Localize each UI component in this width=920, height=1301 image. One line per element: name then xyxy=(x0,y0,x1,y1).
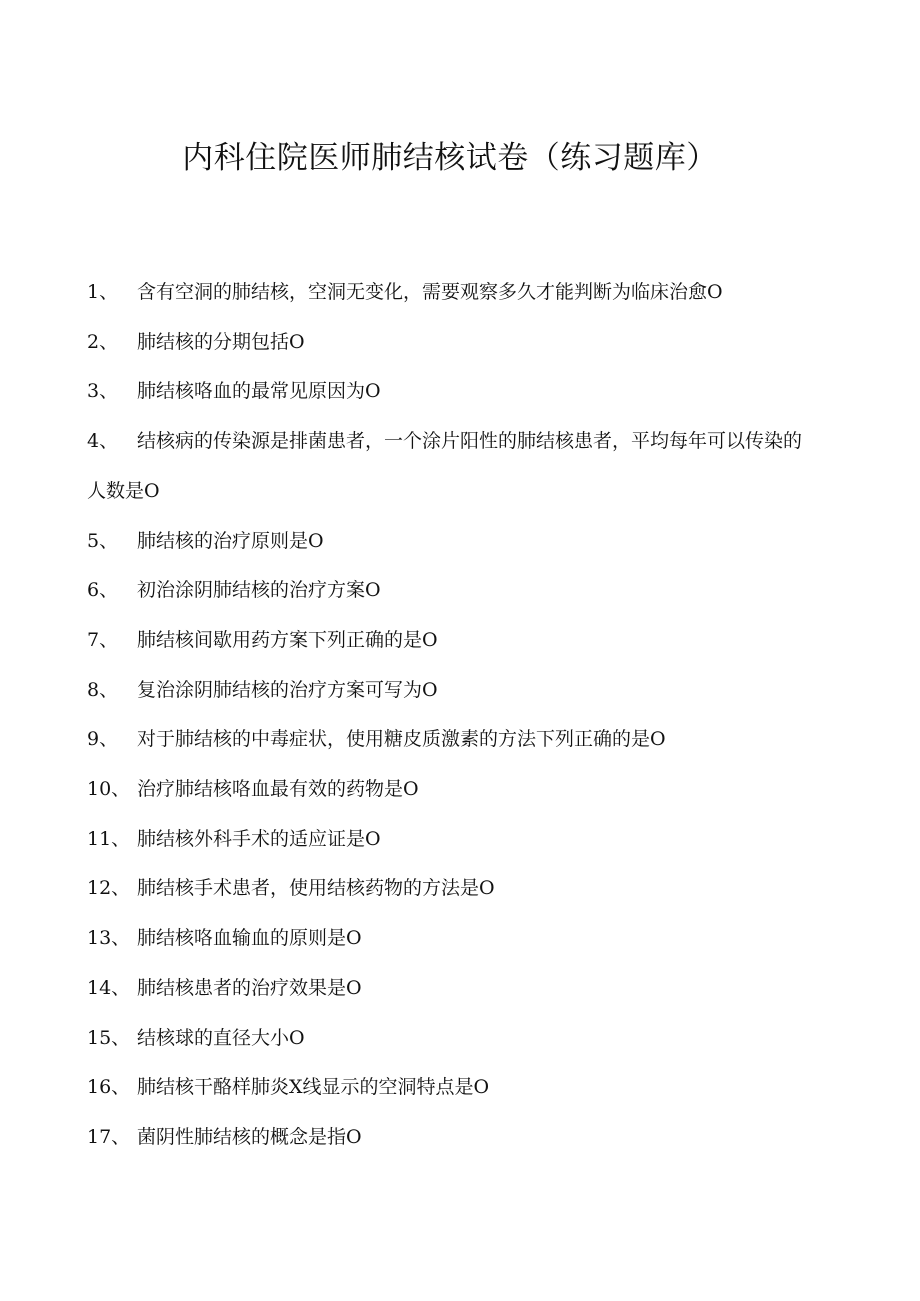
question-number: 5、 xyxy=(87,529,119,552)
question-text: 肺结核的分期包括O xyxy=(137,330,305,353)
question-number: 9、 xyxy=(87,728,119,751)
question-item xyxy=(87,815,817,865)
question-text: 含有空洞的肺结核，空洞无变化，需要观察多久才能判断为临床治愈O xyxy=(137,281,723,303)
question-number: 6、 xyxy=(87,579,119,602)
question-number: 4、 xyxy=(87,430,119,453)
question-text: 复治涂阴肺结核的治疗方案可写为O xyxy=(137,678,438,701)
question-number: 15、 xyxy=(87,1026,131,1049)
question-number: 12、 xyxy=(87,877,131,900)
question-item xyxy=(87,1063,817,1113)
question-text: 肺结核间歇用药方案下列正确的是O xyxy=(137,628,438,651)
question-text: 结核病的传染源是排菌患者，一个涂片阳性的肺结核患者，平均每年可以传染的人数是O xyxy=(87,430,803,502)
question-item xyxy=(87,765,817,815)
question-number: 1、 xyxy=(87,281,119,303)
document-title: 内科住院医师肺结核试卷（练习题库） xyxy=(182,140,718,176)
question-number: 13、 xyxy=(87,927,131,950)
question-text: 治疗肺结核咯血最有效的药物是O xyxy=(137,778,419,801)
question-number: 10、 xyxy=(87,778,131,801)
question-number: 16、 xyxy=(87,1076,131,1099)
question-text: 肺结核外科手术的适应证是O xyxy=(137,827,381,850)
question-text: 初治涂阴肺结核的治疗方案O xyxy=(137,579,381,602)
question-item xyxy=(87,367,817,417)
question-item xyxy=(87,666,817,716)
question-item xyxy=(87,268,817,318)
question-number: 8、 xyxy=(87,678,119,701)
question-number: 11、 xyxy=(87,827,131,850)
question-text: 肺结核咯血的最常见原因为O xyxy=(137,380,381,403)
question-item xyxy=(87,517,817,567)
question-item xyxy=(87,318,817,368)
question-number: 14、 xyxy=(87,976,131,999)
question-text: 肺结核干酪样肺炎X线显示的空洞特点是O xyxy=(137,1076,490,1099)
question-text: 肺结核患者的治疗效果是O xyxy=(137,976,362,999)
question-item xyxy=(87,417,817,516)
question-text: 肺结核的治疗原则是O xyxy=(137,529,324,552)
question-item xyxy=(87,616,817,666)
question-text: 肺结核咯血输血的原则是O xyxy=(137,927,362,950)
question-number: 7、 xyxy=(87,628,119,651)
question-text: 结核球的直径大小O xyxy=(137,1026,305,1049)
question-item xyxy=(87,566,817,616)
question-number: 3、 xyxy=(87,380,119,403)
question-item xyxy=(87,1014,817,1064)
question-item xyxy=(87,964,817,1014)
question-text: 菌阴性肺结核的概念是指O xyxy=(137,1125,362,1148)
question-item xyxy=(87,864,817,914)
question-item xyxy=(87,715,817,765)
question-item xyxy=(87,914,817,964)
question-text: 对于肺结核的中毒症状，使用糖皮质激素的方法下列正确的是O xyxy=(137,728,666,751)
question-item xyxy=(87,1113,817,1163)
question-number: 2、 xyxy=(87,330,119,353)
question-text: 肺结核手术患者，使用结核药物的方法是O xyxy=(137,877,495,900)
question-number: 17、 xyxy=(87,1125,131,1148)
question-list xyxy=(87,268,817,1163)
